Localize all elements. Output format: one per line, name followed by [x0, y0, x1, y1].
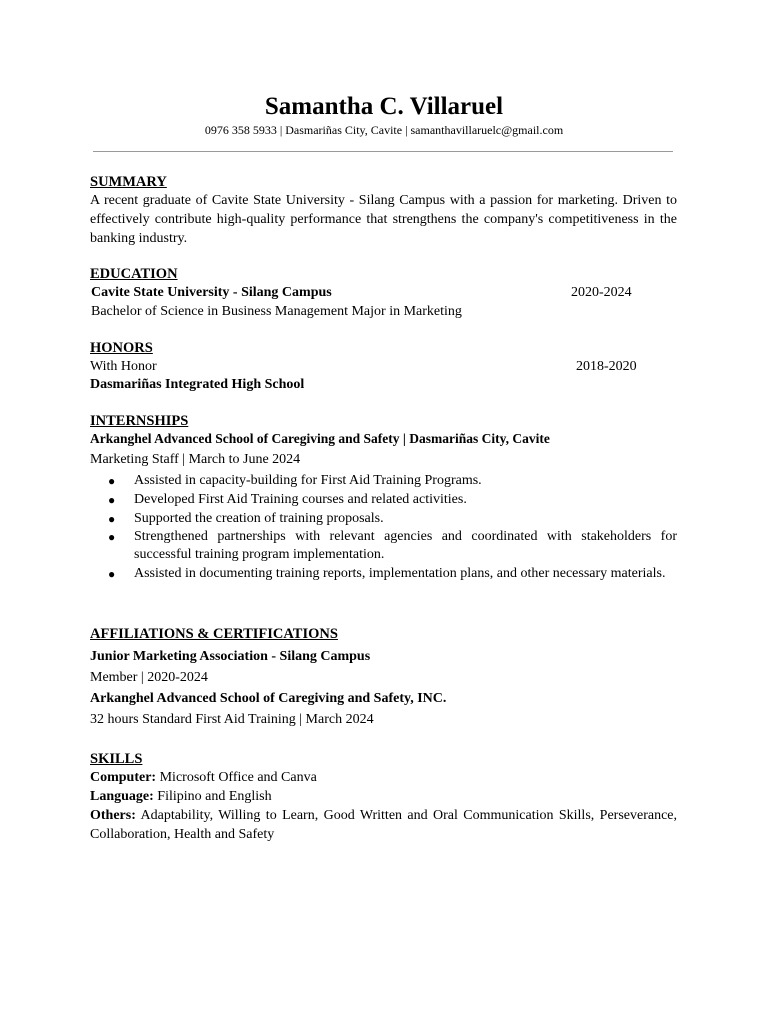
list-item: Strengthened partnerships with relevant agencies and coordinated with stakeholders for successful training program implementation.: [134, 529, 677, 562]
certification-detail: 32 hours Standard First Aid Training | March 2024: [90, 712, 374, 727]
honors-heading: HONORS: [90, 340, 153, 356]
affiliation-detail: Member | 2020-2024: [90, 670, 208, 685]
skills-language-label: Language:: [90, 789, 154, 804]
skills-language: [90, 787, 272, 806]
honors-award: With Honor: [90, 359, 157, 374]
affiliations-heading: AFFILIATIONS & CERTIFICATIONS: [90, 626, 338, 642]
summary-text: A recent graduate of Cavite State University - Silang Campus with a passion for marketing. Driven to effectively contribute high-quality performance that strengthens the company's competitiveness in the banking industry.: [90, 193, 677, 246]
bullet-icon: ●: [108, 567, 116, 581]
contact-line: 0976 358 5933 | Dasmariñas City, Cavite | samanthavillaruelc@gmail.com: [204, 123, 564, 137]
internships-heading: INTERNSHIPS: [90, 413, 189, 429]
list-item: Assisted in documenting training reports, implementation plans, and other necessary materials.: [134, 566, 666, 581]
summary-heading: SUMMARY: [90, 174, 167, 190]
internship-org: Arkanghel Advanced School of Caregiving and Safety | Dasmariñas City, Cavite: [90, 431, 550, 446]
education-school: Cavite State University - Silang Campus: [91, 285, 332, 300]
skills-heading: SKILLS: [90, 751, 143, 767]
skills-computer-label: Computer:: [90, 770, 157, 785]
honors-years: 2018-2020: [576, 359, 637, 374]
skills-computer: [90, 768, 317, 787]
skills-others: [90, 806, 677, 844]
education-years: 2020-2024: [571, 285, 632, 300]
header-divider: [93, 151, 673, 152]
certification-title: Arkanghel Advanced School of Caregiving and Safety, INC.: [90, 691, 447, 706]
education-heading: EDUCATION: [90, 266, 178, 282]
skills-others-label: Others:: [90, 808, 136, 823]
affiliation-title: Junior Marketing Association - Silang Campus: [90, 649, 371, 664]
honors-school: Dasmariñas Integrated High School: [90, 377, 305, 392]
bullet-icon: ●: [108, 512, 116, 526]
bullet-icon: ●: [108, 474, 116, 488]
skills-others-value: Adaptability, Willing to Learn, Good Written and Oral Communication Skills, Perseverance, Collaboration, Health and Safety: [90, 808, 677, 842]
internship-role: Marketing Staff | March to June 2024: [90, 452, 301, 467]
list-item: Assisted in capacity-building for First Aid Training Programs.: [134, 473, 482, 488]
resume-name: Samantha C. Villaruel: [264, 93, 504, 120]
education-degree: Bachelor of Science in Business Management Major in Marketing: [91, 304, 462, 319]
list-item: Developed First Aid Training courses and related activities.: [134, 492, 467, 507]
bullet-icon: ●: [108, 530, 116, 544]
skills-computer-value: Microsoft Office and Canva: [156, 770, 317, 785]
skills-language-value: Filipino and English: [153, 789, 272, 804]
list-item: Supported the creation of training proposals.: [134, 511, 384, 526]
bullet-icon: ●: [108, 493, 116, 507]
